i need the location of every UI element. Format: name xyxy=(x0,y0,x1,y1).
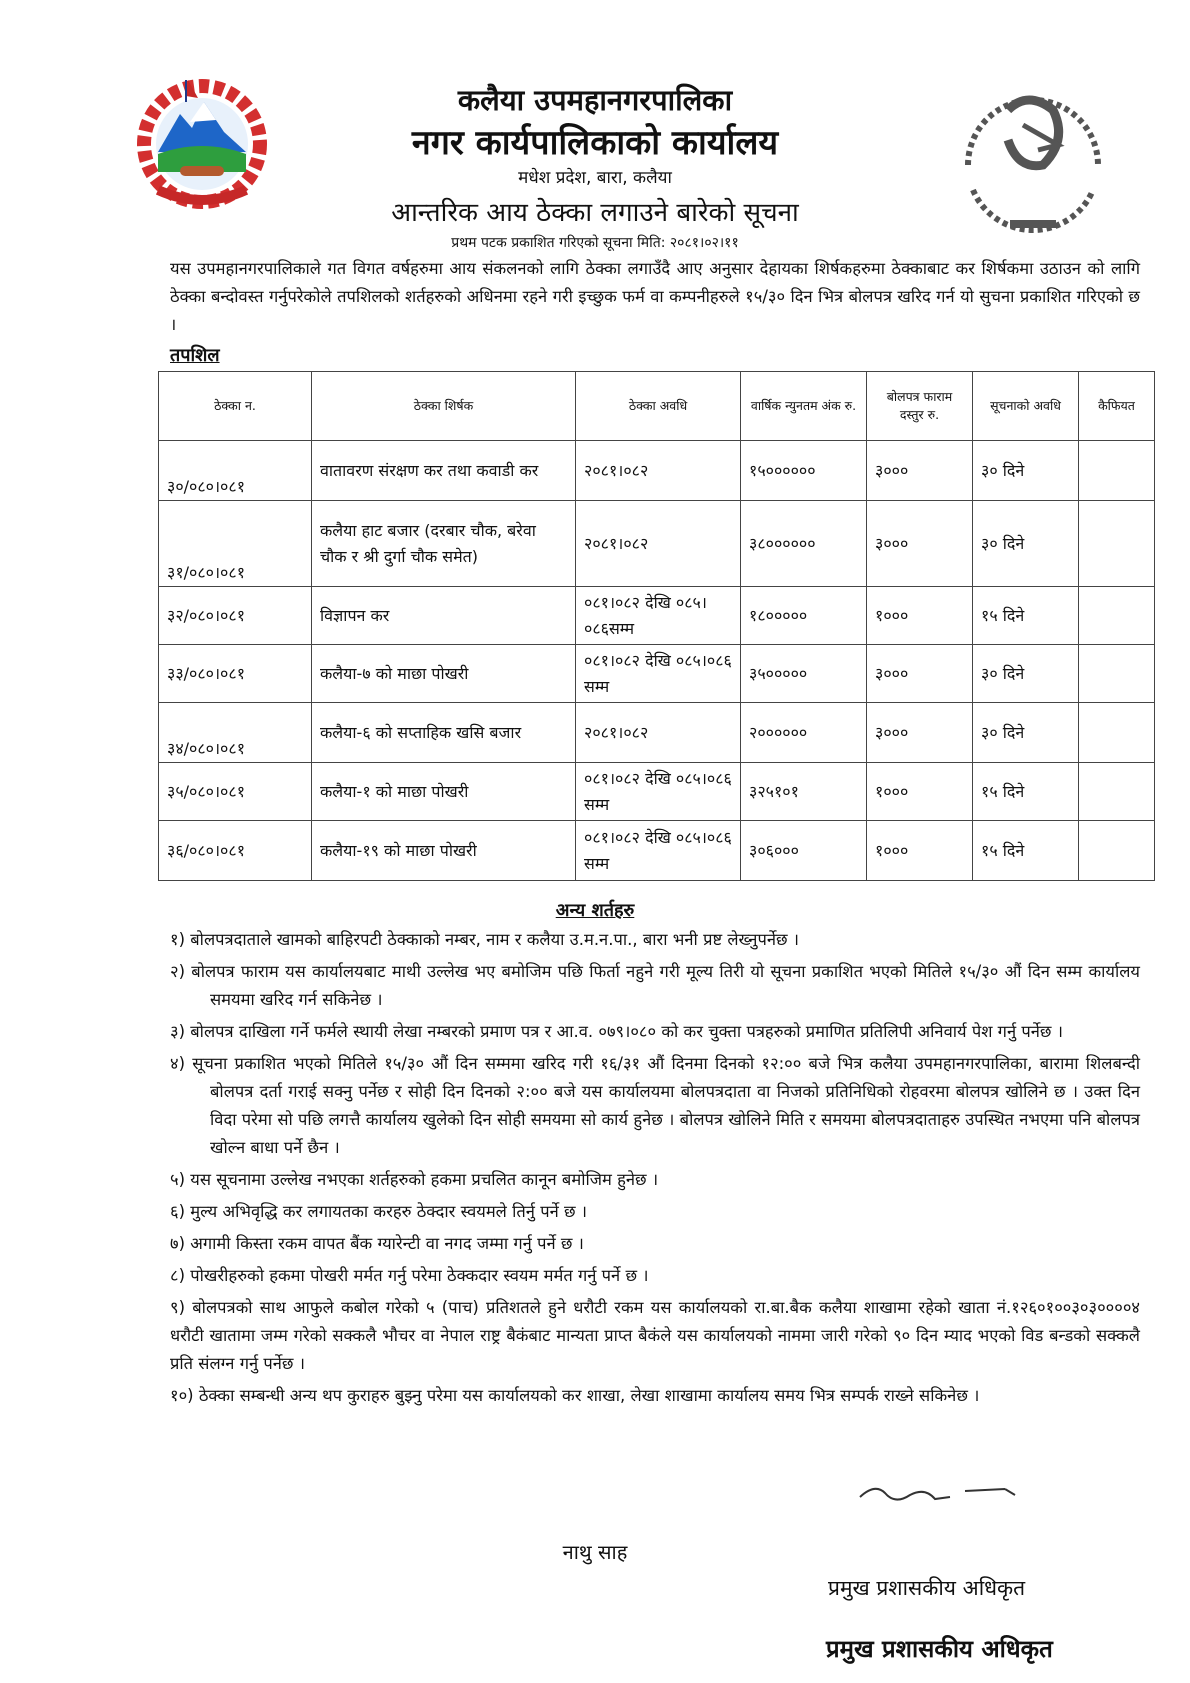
cell-min-amount: ३२५१०१ xyxy=(741,763,867,821)
condition-item: ३) बोलपत्र दाखिला गर्ने फर्मले स्थायी लेखा नम्बरको प्रमाण पत्र र आ.व. ०७९।०८० को कर चुक्ता पत्रहरुको प्रमाणित प्रतिलिपी अनिवार्य पेश गर्नु पर्नेछ । xyxy=(170,1022,1063,1041)
cell-min-amount: २०००००० xyxy=(741,703,867,763)
cell-remarks xyxy=(1079,587,1155,645)
cell-form-fee: ३००० xyxy=(867,441,973,501)
cell-min-amount: ३५००००० xyxy=(741,645,867,703)
cell-min-amount: ३८०००००० xyxy=(741,501,867,587)
other-conditions-heading: अन्य शर्तहरु xyxy=(555,900,635,921)
nepal-emblem-icon xyxy=(128,72,276,212)
table-row xyxy=(159,703,1155,763)
cell-notice: ३० दिने xyxy=(973,645,1079,703)
cell-period: २०८१।०८२ xyxy=(576,441,741,501)
cell-min-amount: ३०६००० xyxy=(741,821,867,881)
cell-remarks xyxy=(1079,441,1155,501)
contract-table xyxy=(158,371,1155,881)
table-row xyxy=(159,441,1155,501)
cell-period: २०८१।०८२ xyxy=(576,703,741,763)
cell-contract-no: ३२/०८०।०८१ xyxy=(159,587,312,645)
cell-remarks xyxy=(1079,501,1155,587)
office-address: मधेश प्रदेश, बारा, कलैया xyxy=(518,168,672,188)
cell-remarks xyxy=(1079,763,1155,821)
office-name: नगर कार्यपालिकाको कार्यालय xyxy=(411,123,779,163)
table-header-row xyxy=(159,372,1155,441)
cell-period: २०८१।०८२ xyxy=(576,501,741,587)
cell-period: ०८१।०८२ देखि ०८५।०८६ सम्म xyxy=(576,763,741,821)
cell-contract-no: ३०/०८०।०८१ xyxy=(159,441,312,501)
signatory-name: नाथु साह xyxy=(562,1540,628,1564)
header-notice-period: सूचनाको अवधि xyxy=(973,372,1079,441)
cell-form-fee: १००० xyxy=(867,587,973,645)
header-contract-period: ठेक्का अवधि xyxy=(576,372,741,441)
cell-title: कलैया-१ को माछा पोखरी xyxy=(312,763,576,821)
header-remarks: कैफियत xyxy=(1079,372,1155,441)
cell-remarks xyxy=(1079,703,1155,763)
cell-contract-no: ३५/०८०।०८१ xyxy=(159,763,312,821)
table-row xyxy=(159,763,1155,821)
condition-item: ९) बोलपत्रको साथ आफुले कबोल गरेको ५ (पाच) प्रतिशतले हुने धरौटी रकम यस कार्यालयको रा.बा.बैक कलैया शाखामा रहेको खाता नं.१२६०१००३०३००००४ धरौटी खातामा जम्म गरेको सक्कलै भौचर वा नेपाल राष्ट्र बैकंबाट मान्यता प्राप्त बैकंले यस कार्यालयको नाममा जारी गरेको ९० दिन म्याद भएको विड बन्डको सक्कलै प्रति संलग्न गर्नु पर्नेछ । xyxy=(170,1298,1140,1373)
signatory-title: प्रमुख प्रशासकीय अधिकृत xyxy=(828,1576,1026,1600)
published-date: प्रथम पटक प्रकाशित गरिएको सूचना मिति: २०८१।०२।११ xyxy=(451,235,739,251)
table-row xyxy=(159,645,1155,703)
condition-item: ५) यस सूचनामा उल्लेख नभएका शर्तहरुको हकमा प्रचलित कानून बमोजिम हुनेछ । xyxy=(170,1170,659,1189)
cell-min-amount: १८००००० xyxy=(741,587,867,645)
condition-item: १०) ठेक्का सम्बन्धी अन्य थप कुराहरु बुझ्नु परेमा यस कार्यालयको कर शाखा, लेखा शाखामा कार्यालय समय भित्र सम्पर्क राख्ने सकिनेछ । xyxy=(170,1386,980,1405)
cell-min-amount: १५०००००० xyxy=(741,441,867,501)
cell-title: कलैया-७ को माछा पोखरी xyxy=(312,645,576,703)
table-row xyxy=(159,821,1155,881)
condition-item: ४) सूचना प्रकाशित भएको मितिले १५/३० औं दिन सम्ममा खरिद गरी १६/३१ औं दिनमा दिनको १२:०० बजे भित्र कलैया उपमहानगरपालिका, बारामा शिलबन्दी बोलपत्र दर्ता गराई सक्नु पर्नेछ र सोही दिन दिनको २:०० बजे यस कार्यालयमा बोलपत्रदाता वा निजको प्रतिनिधिको रोहवरमा बोलपत्र खोलिने छ । उक्त दिन विदा परेमा सो पछि लगत्तै कार्यालय खुलेको दिन सोही समयमा सो कार्य हुनेछ । बोलपत्र खोलिने मिति र समयमा बोलपत्रदाताहरु उपस्थित नभएमा पनि बोलपत्र खोल्न बाधा पर्ने छैन । xyxy=(170,1054,1140,1157)
cell-period: ०८१।०८२ देखि ०८५।०८६ सम्म xyxy=(576,645,741,703)
condition-item: ७) अगामी किस्ता रकम वापत बैंक ग्यारेन्टी वा नगद जम्मा गर्नु पर्ने छ । xyxy=(170,1234,584,1253)
header-form-fee: बोलपत्र फाराम दस्तुर रु. xyxy=(867,372,973,441)
cell-contract-no: ३१/०८०।०८१ xyxy=(159,501,312,587)
cell-title: कलैया-६ को सप्ताहिक खसि बजार xyxy=(312,703,576,763)
section-label: तपशिल xyxy=(170,345,220,366)
cell-form-fee: १००० xyxy=(867,763,973,821)
cell-title: कलैया-१९ को माछा पोखरी xyxy=(312,821,576,881)
conditions-list xyxy=(170,926,1140,1414)
cell-form-fee: ३००० xyxy=(867,645,973,703)
cell-notice: ३० दिने xyxy=(973,703,1079,763)
cell-contract-no: ३६/०८०।०८१ xyxy=(159,821,312,881)
cell-notice: १५ दिने xyxy=(973,763,1079,821)
table-row xyxy=(159,587,1155,645)
condition-item: ८) पोखरीहरुको हकमा पोखरी मर्मत गर्नु परेमा ठेक्कदार स्वयम मर्मत गर्नु पर्ने छ । xyxy=(170,1266,649,1285)
cell-notice: ३० दिने xyxy=(973,441,1079,501)
official-stamp-text: प्रमुख प्रशासकीय अधिकृत xyxy=(826,1635,1053,1663)
cell-contract-no: ३४/०८०।०८१ xyxy=(159,703,312,763)
cell-title: विज्ञापन कर xyxy=(312,587,576,645)
signature-mark xyxy=(855,1475,1025,1515)
cell-title: वातावरण संरक्षण कर तथा कवाडी कर xyxy=(312,441,576,501)
condition-item: ६) मुल्य अभिवृद्धि कर लगायतका करहरु ठेक्दार स्वयमले तिर्नु पर्ने छ । xyxy=(170,1202,588,1221)
cell-form-fee: ३००० xyxy=(867,703,973,763)
cell-notice: १५ दिने xyxy=(973,587,1079,645)
header-min-amount: वार्षिक न्युनतम अंक रु. xyxy=(741,372,867,441)
notice-title: आन्तरिक आय ठेक्का लगाउने बारेको सूचना xyxy=(391,198,799,228)
header-contract-title: ठेक्का शिर्षक xyxy=(312,372,576,441)
municipality-seal-icon xyxy=(948,70,1118,250)
header-contract-no: ठेक्का न. xyxy=(159,372,312,441)
cell-form-fee: १००० xyxy=(867,821,973,881)
cell-period: ०८१।०८२ देखि ०८५।०८६ सम्म xyxy=(576,821,741,881)
condition-item: १) बोलपत्रदाताले खामको बाहिरपटी ठेक्काको नम्बर, नाम र कलैया उ.म.न.पा., बारा भनी प्रष्ट लेख्नुपर्नेछ । xyxy=(170,930,800,949)
cell-remarks xyxy=(1079,821,1155,881)
cell-form-fee: ३००० xyxy=(867,501,973,587)
cell-notice: ३० दिने xyxy=(973,501,1079,587)
cell-period: ०८१।०८२ देखि ०८५।०८६सम्म xyxy=(576,587,741,645)
condition-item: २) बोलपत्र फाराम यस कार्यालयबाट माथी उल्लेख भए बमोजिम पछि फिर्ता नहुने गरी मूल्य तिरी यो सूचना प्रकाशित भएको मितिले १५/३० औं दिन सम्म कार्यालय समयमा खरिद गर्न सकिनेछ । xyxy=(170,962,1140,1009)
cell-notice: १५ दिने xyxy=(973,821,1079,881)
table-row xyxy=(159,501,1155,587)
cell-contract-no: ३३/०८०।०८१ xyxy=(159,645,312,703)
cell-remarks xyxy=(1079,645,1155,703)
cell-title: कलैया हाट बजार (दरबार चौक, बरेवा चौक र श्री दुर्गा चौक समेत) xyxy=(312,501,576,587)
intro-paragraph: यस उपमहानगरपालिकाले गत विगत वर्षहरुमा आय संकलनको लागि ठेक्का लगाउँदै आए अनुसार देहायका शिर्षकहरुमा ठेक्काबाट कर शिर्षकमा उठाउन को लागि ठेक्का बन्दोवस्त गर्नुपरेकोले तपशिलको शर्तहरुको अधिनमा रहने गरी इच्छुक फर्म वा कम्पनीहरुले १५/३० दिन भित्र बोलपत्र खरिद गर्न यो सुचना प्रकाशित गरिएको छ । xyxy=(170,259,1140,334)
municipality-name: कलैया उपमहानगरपालिका xyxy=(457,83,733,117)
